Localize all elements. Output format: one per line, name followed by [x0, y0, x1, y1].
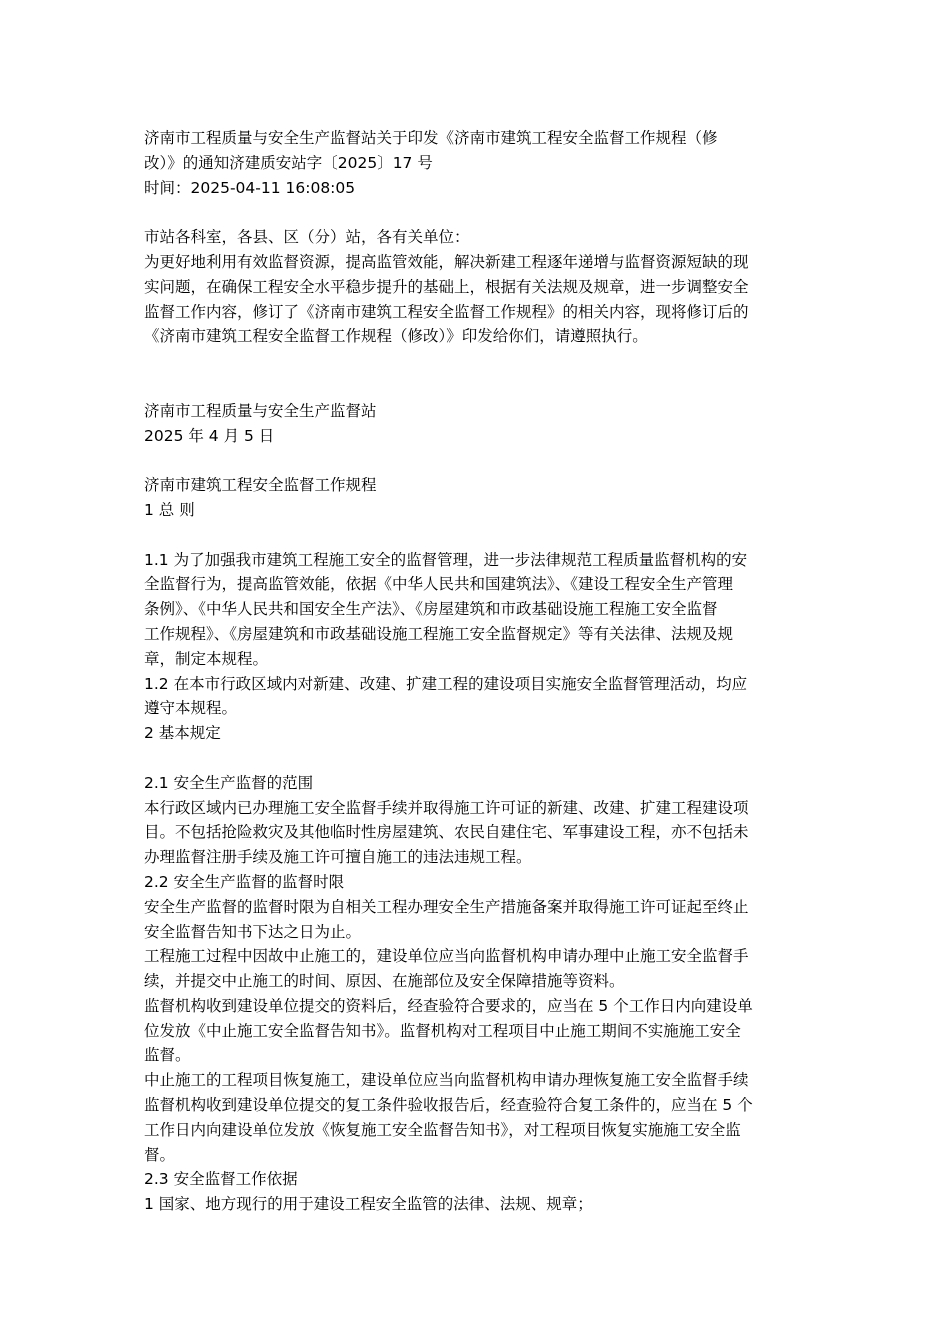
section-2-2-heading: 2.2 安全生产监督的监督时限 [144, 872, 345, 891]
issuer: 济南市工程质量与安全生产监督站 [144, 401, 377, 420]
section-2-2-line: 中止施工的工程项目恢复施工，建设单位应当向监督机构申请办理恢复施工安全监督手续 [144, 1071, 749, 1090]
notice-title-line-1: 济南市工程质量与安全生产监督站关于印发《济南市建筑工程安全监督工作规程（修 [144, 129, 718, 147]
section-2-2-line: 安全监督告知书下达之日为止。 [144, 922, 362, 941]
notice-body-line: 《济南市建筑工程安全监督工作规程（修改）》印发给你们，请遵照执行。 [144, 327, 648, 346]
section-2-2-line: 位发放《中止施工安全监督告知书》。监督机构对工程项目中止施工期间不实施施工安全 [144, 1021, 741, 1040]
chapter-2-heading: 2 基本规定 [144, 724, 221, 743]
document-page [144, 126, 808, 1217]
publish-time: 时间：2025-04-11 16:08:05 [144, 178, 356, 197]
section-2-1-line: 办理监督注册手续及施工许可擅自施工的违法违规工程。 [144, 848, 532, 867]
section-2-1-line: 目。不包括抢险救灾及其他临时性房屋建筑、农民自建住宅、军事建设工程，亦不包括未 [144, 823, 749, 842]
section-2-2-line: 续，并提交中止施工的时间、原因、在施部位及安全保障措施等资料。 [144, 972, 625, 991]
section-2-2-line: 工程施工过程中因故中止施工的，建设单位应当向监督机构申请办理中止施工安全监督手 [144, 947, 749, 966]
section-1-1-line: 工作规程》、《房屋建筑和市政基础设施工程施工安全监督规定》等有关法律、法规及规 [144, 624, 734, 643]
spacer [144, 349, 808, 399]
section-1-1-line: 章，制定本规程。 [144, 649, 269, 668]
section-2-3-heading: 2.3 安全监督工作依据 [144, 1170, 298, 1189]
section-2-2-line: 工作日内向建设单位发放《恢复施工安全监督告知书》，对工程项目恢复实施施工安全监 [144, 1120, 741, 1139]
section-2-2-line: 安全生产监督的监督时限为自相关工程办理安全生产措施备案并取得施工许可证起至终止 [144, 897, 749, 916]
notice-body-line: 监督工作内容，修订了《济南市建筑工程安全监督工作规程》的相关内容，现将修订后的 [144, 302, 749, 321]
chapter-1-heading: 1 总 则 [144, 500, 195, 519]
section-2-2-line: 督。 [144, 1145, 176, 1164]
spacer [144, 523, 808, 548]
section-1-2-line: 遵守本规程。 [144, 699, 238, 718]
section-2-3-item-1: 1 国家、地方现行的用于建设工程安全监管的法律、法规、规章； [144, 1195, 593, 1214]
spacer [144, 746, 808, 771]
section-1-1-line: 1.1 为了加强我市建筑工程施工安全的监督管理，进一步法律规范工程质量监督机构的安 [144, 550, 748, 569]
salutation: 市站各科室，各县、区（分）站，各有关单位： [144, 228, 470, 247]
rules-title: 济南市建筑工程安全监督工作规程 [144, 476, 377, 495]
section-2-2-line: 监督机构收到建设单位提交的复工条件验收报告后，经查验符合复工条件的，应当在 5 个 [144, 1096, 753, 1115]
section-1-2-line: 1.2 在本市行政区域内对新建、改建、扩建工程的建设项目实施安全监督管理活动，均应 [144, 674, 748, 693]
notice-body-line: 为更好地利用有效监督资源，提高监管效能，解决新建工程逐年递增与监督资源短缺的现 [144, 252, 749, 271]
section-2-2-line: 监督机构收到建设单位提交的资料后，经查验符合要求的，应当在 5 个工作日内向建设单 [144, 996, 753, 1015]
notice-title-line-2: 改）》的通知济建质安站字〔2025〕17 号 [144, 153, 433, 172]
section-2-2-line: 监督。 [144, 1046, 191, 1065]
issue-date: 2025 年 4 月 5 日 [144, 426, 275, 445]
section-1-1-line: 全监督行为，提高监管效能，依据《中华人民共和国建筑法》、《建设工程安全生产管理 [144, 575, 734, 594]
section-2-1-heading: 2.1 安全生产监督的范围 [144, 773, 314, 792]
notice-body-line: 实问题，在确保工程安全水平稳步提升的基础上，根据有关法规及规章，进一步调整安全 [144, 277, 749, 296]
section-2-1-line: 本行政区域内已办理施工安全监督手续并取得施工许可证的新建、改建、扩建工程建设项 [144, 798, 749, 817]
spacer [144, 448, 808, 473]
section-1-1-line: 条例》、《中华人民共和国安全生产法》、《房屋建筑和市政基础设施工程施工安全监督 [144, 600, 718, 619]
spacer [144, 200, 808, 225]
